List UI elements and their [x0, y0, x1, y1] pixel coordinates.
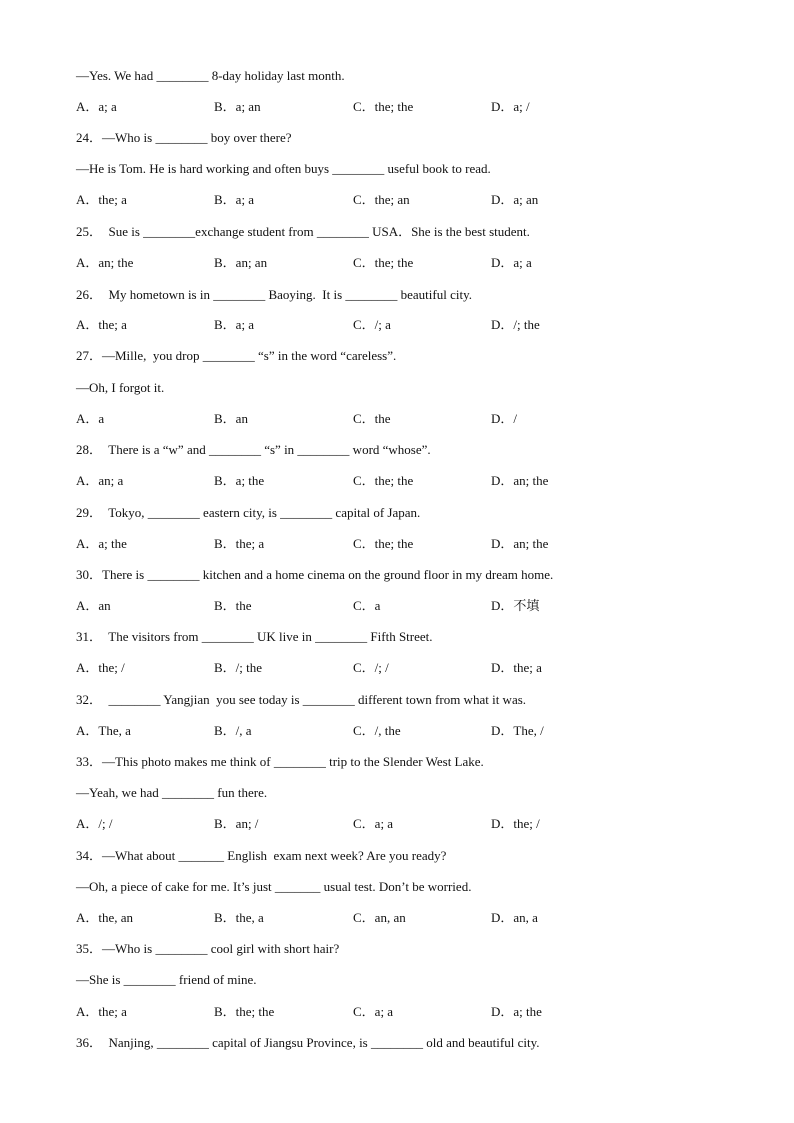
answer-option: A．the; a [76, 317, 127, 332]
answer-option: C．/; / [353, 660, 389, 675]
answer-option: B．a; an [214, 99, 261, 114]
answer-option: A．the; a [76, 1004, 127, 1019]
answer-option: D．the; / [491, 816, 540, 831]
question-line: —Oh, a piece of cake for me. It’s just _______ usual test. Don’t be worried. [76, 879, 472, 894]
answer-option: C．an, an [353, 910, 406, 925]
answer-option: A．the, an [76, 910, 134, 925]
answer-option: C．the; the [353, 255, 414, 270]
question-line: 36． Nanjing, ________ capital of Jiangsu Province, is ________ old and beautiful city. [76, 1035, 540, 1050]
question-line: 35．—Who is ________ cool girl with short hair? [76, 941, 340, 956]
answer-option: B．a; the [214, 473, 265, 488]
answer-option: C．the [353, 411, 391, 426]
answer-option: A．an; a [76, 473, 124, 488]
answer-option: D．/ [491, 411, 518, 426]
answer-option: D．a; / [491, 99, 530, 114]
question-line: 33．—This photo makes me think of ________ trip to the Slender West Lake. [76, 754, 484, 769]
answer-option: A．a; a [76, 99, 117, 114]
answer-option: D．an; the [491, 536, 549, 551]
question-line: 24．—Who is ________ boy over there? [76, 130, 292, 145]
answer-option: A．an [76, 598, 111, 613]
answer-option: D．/; the [491, 317, 540, 332]
answer-option: C．/; a [353, 317, 391, 332]
answer-option: D．the; a [491, 660, 542, 675]
answer-option: C．a; a [353, 816, 394, 831]
answer-option: C．the; the [353, 473, 414, 488]
answer-option: A．a; the [76, 536, 127, 551]
question-line: —Yes. We had ________ 8-day holiday last month. [76, 68, 345, 83]
question-line: 25． Sue is ________exchange student from ________ USA．She is the best student. [76, 224, 530, 239]
answer-option: B．a; a [214, 192, 255, 207]
answer-option: D．The, / [491, 723, 544, 738]
question-line: —He is Tom. He is hard working and often buys ________ useful book to read. [76, 161, 491, 176]
answer-option: D．an, a [491, 910, 538, 925]
question-line: 32． ________ Yangjian you see today is ________ different town from what it was. [76, 692, 527, 707]
answer-option: C．the; the [353, 99, 414, 114]
answer-option: B．the; the [214, 1004, 275, 1019]
answer-option: C．the; the [353, 536, 414, 551]
question-line: 28． There is a “w” and ________ “s” in ________ word “whose”. [76, 442, 431, 457]
answer-option: B．/; the [214, 660, 263, 675]
answer-option: D．a; an [491, 192, 539, 207]
answer-option: A．the; a [76, 192, 127, 207]
answer-option: C．a; a [353, 1004, 394, 1019]
answer-option: A．The, a [76, 723, 131, 738]
question-line: 31． The visitors from ________ UK live in ________ Fifth Street. [76, 629, 433, 644]
answer-option: B．the, a [214, 910, 264, 925]
question-line: 29． Tokyo, ________ eastern city, is ________ capital of Japan. [76, 505, 421, 520]
answer-option: B．the; a [214, 536, 265, 551]
question-line: 30．There is ________ kitchen and a home cinema on the ground floor in my dream home. [76, 567, 554, 582]
answer-option: B．a; a [214, 317, 255, 332]
answer-option: C．the; an [353, 192, 410, 207]
answer-option: D．an; the [491, 473, 549, 488]
answer-option: D．不填 [491, 598, 540, 613]
answer-option: A．a [76, 411, 105, 426]
question-line: —She is ________ friend of mine. [76, 972, 257, 987]
answer-option: A．the; / [76, 660, 125, 675]
answer-option: C．a [353, 598, 381, 613]
answer-option: A．/; / [76, 816, 113, 831]
question-line: 26． My hometown is in ________ Baoying. It is ________ beautiful city. [76, 287, 472, 302]
answer-option: C．/, the [353, 723, 401, 738]
answer-option: B．an; an [214, 255, 268, 270]
question-line: 27．—Mille, you drop ________ “s” in the word “careless”. [76, 348, 397, 363]
question-line: 34．—What about _______ English exam next week? Are you ready? [76, 848, 447, 863]
answer-option: B．an [214, 411, 248, 426]
answer-option: B．/, a [214, 723, 252, 738]
answer-option: D．a; a [491, 255, 532, 270]
answer-option: B．an; / [214, 816, 259, 831]
answer-option: B．the [214, 598, 252, 613]
question-line: —Yeah, we had ________ fun there. [76, 785, 268, 800]
answer-option: D．a; the [491, 1004, 542, 1019]
answer-option: A．an; the [76, 255, 134, 270]
question-line: —Oh, I forgot it. [76, 380, 165, 395]
